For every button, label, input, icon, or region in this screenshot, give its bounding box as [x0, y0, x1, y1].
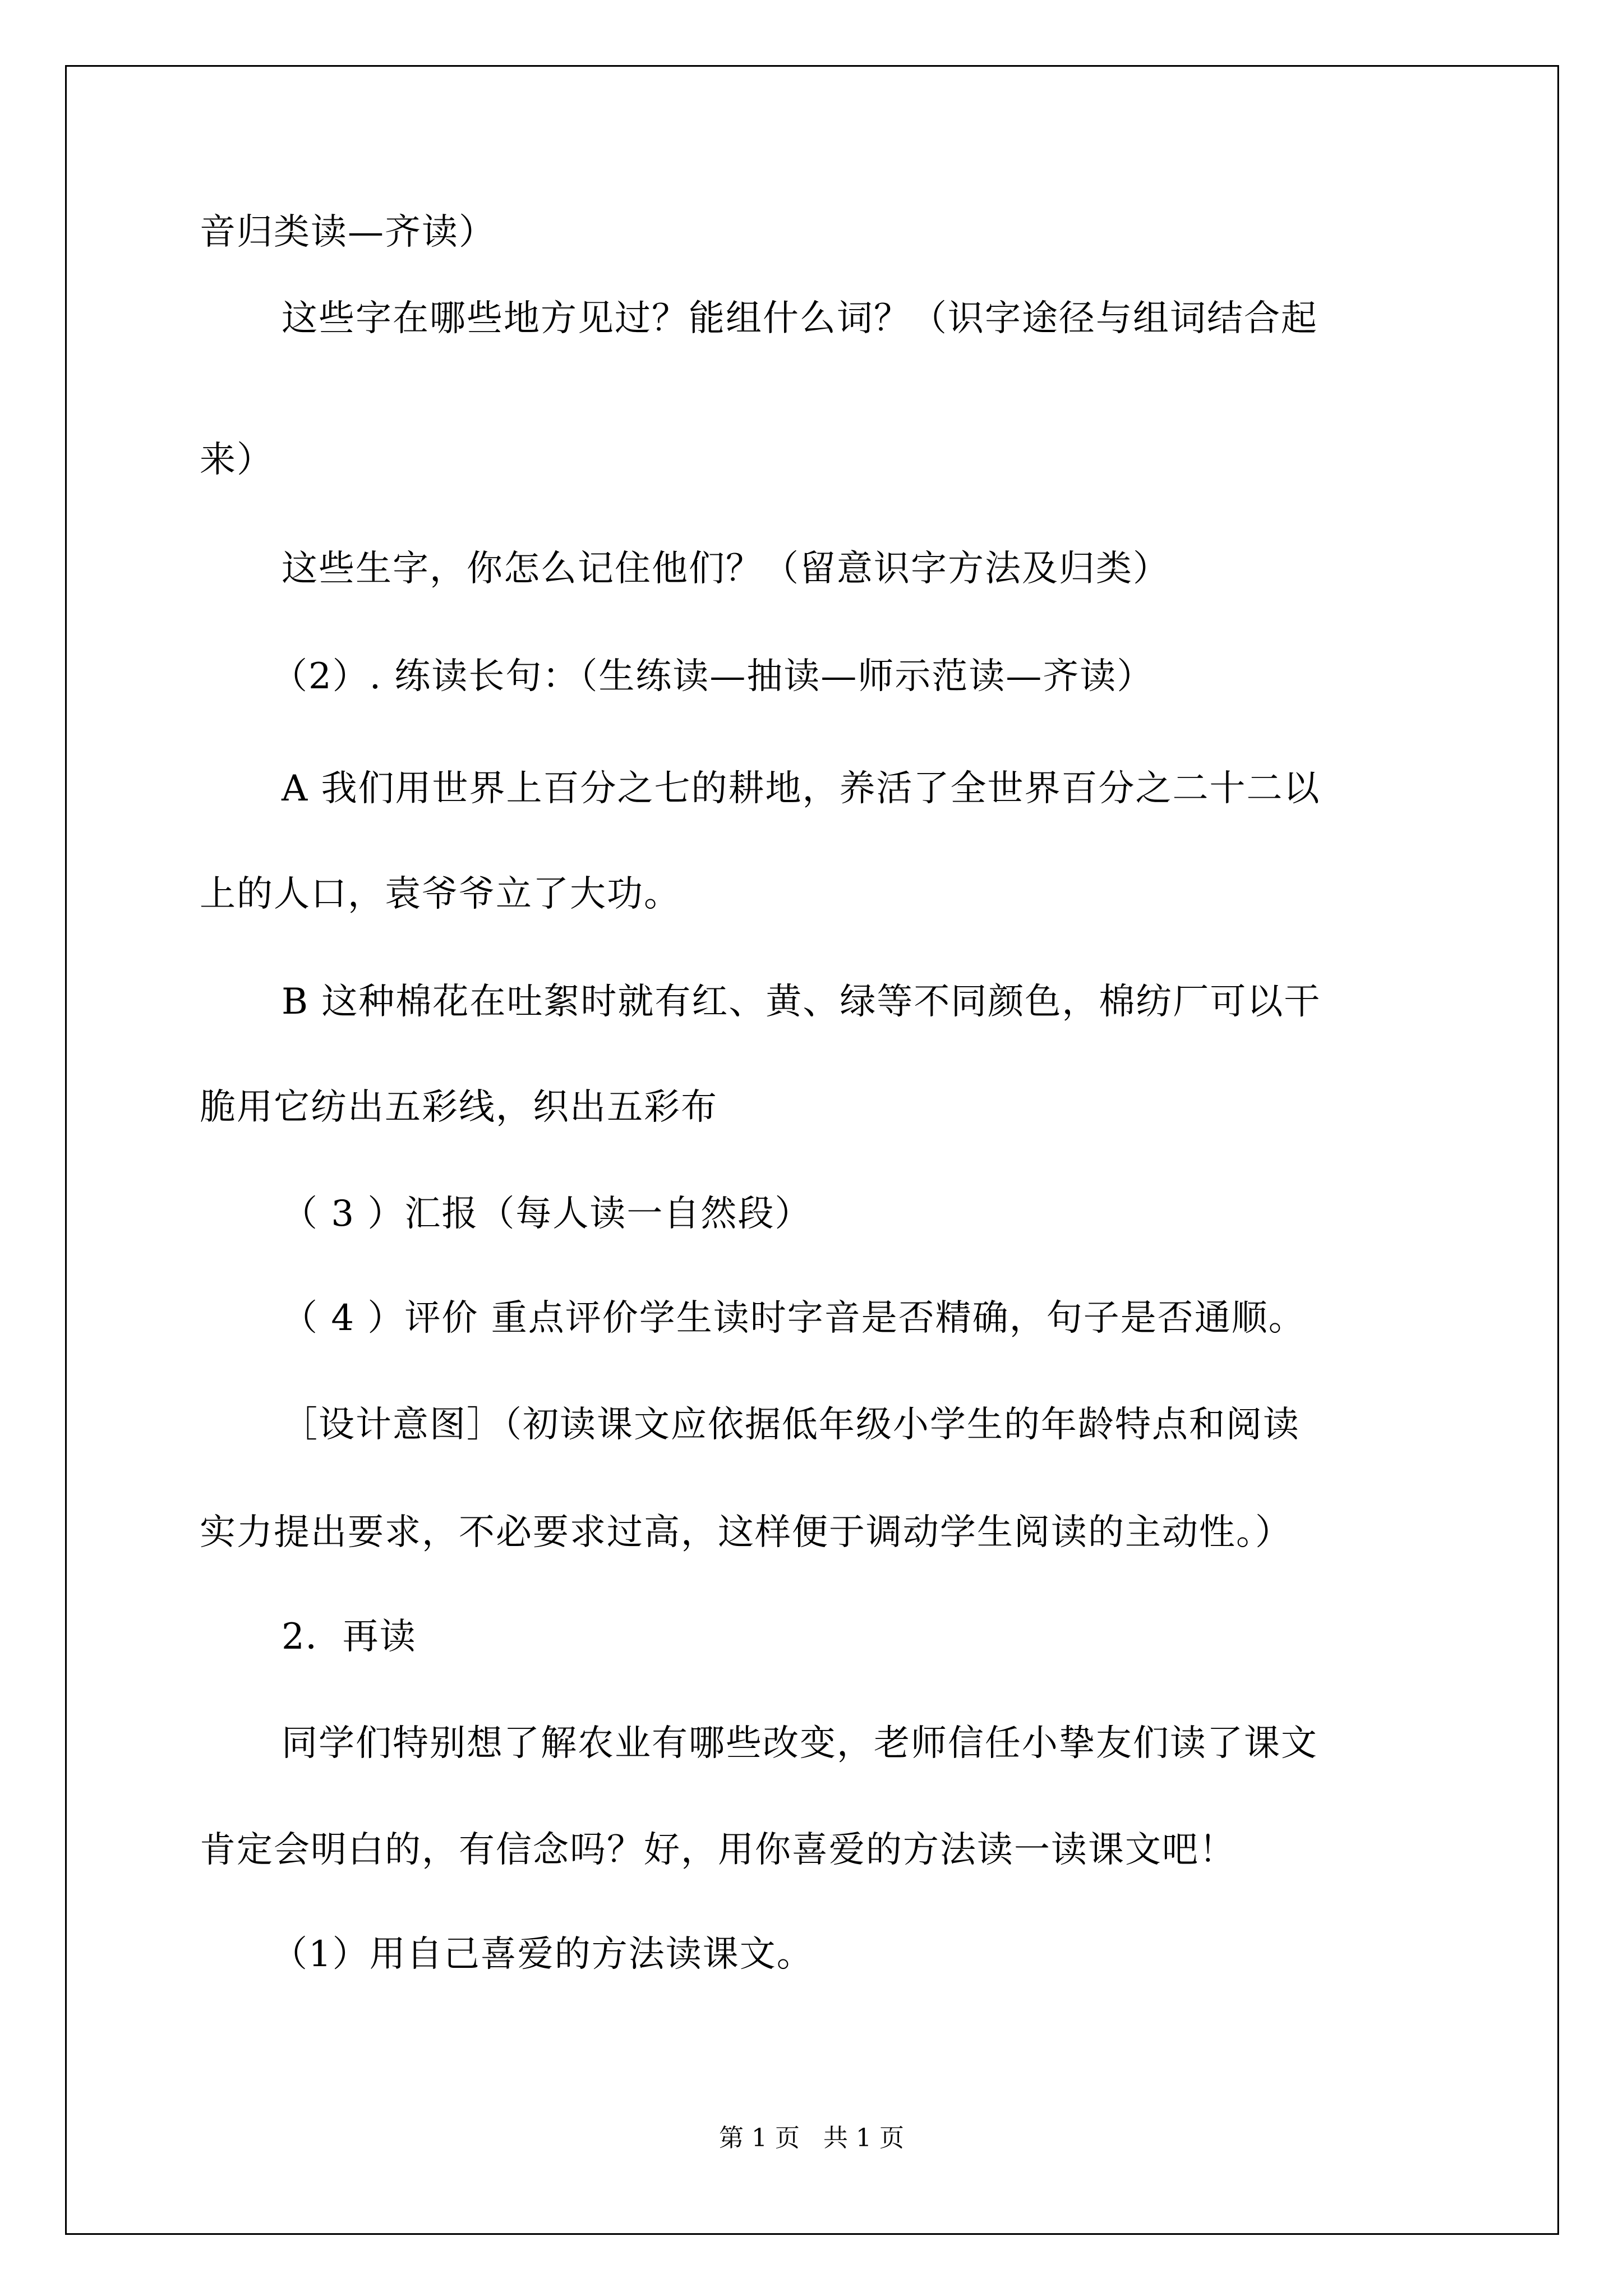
text-line: 实力提出要求，不必要求过高，这样便于调动学生阅读的主动性。） — [200, 1512, 1292, 1553]
text-line: 肯定会明白的，有信念吗？好，用你喜爱的方法读一读课文吧！ — [200, 1829, 1236, 1871]
page-border — [65, 65, 1559, 2235]
text-line: A 我们用世界上百分之七的耕地，养活了全世界百分之二十二以 — [282, 768, 1321, 809]
page-footer: 第 1 页 共 1 页 — [719, 2124, 904, 2152]
text-line: 上的人口，袁爷爷立了大功。 — [200, 873, 681, 915]
text-line: 来） — [200, 439, 274, 481]
text-line: 这些生字，你怎么记住他们？（留意识字方法及归类） — [282, 548, 1170, 590]
text-line: （2）. 练读长句：（生练读—抽读—师示范读—齐读） — [271, 656, 1154, 697]
text-line: ［设计意图］（初读课文应依据低年级小学生的年龄特点和阅读 — [282, 1404, 1300, 1446]
text-line: （ 4 ）评价 重点评价学生读时字音是否精确，句子是否通顺。 — [282, 1297, 1306, 1339]
section-heading: 2．再读 — [282, 1616, 417, 1658]
text-line: （ 3 ）汇报（每人读一自然段） — [282, 1193, 812, 1235]
text-line: 同学们特别想了解农业有哪些改变，老师信任小挚友们读了课文 — [282, 1723, 1318, 1764]
text-line: （1）用自己喜爱的方法读课文。 — [271, 1934, 814, 1975]
text-line: 音归类读—齐读） — [200, 211, 496, 253]
text-line: 这些字在哪些地方见过？能组什么词？（识字途径与组词结合起 — [282, 298, 1318, 339]
text-line: 脆用它纺出五彩线，织出五彩布 — [200, 1087, 718, 1128]
text-line: B 这种棉花在吐絮时就有红、黄、绿等不同颜色，棉纺厂可以干 — [282, 981, 1321, 1023]
